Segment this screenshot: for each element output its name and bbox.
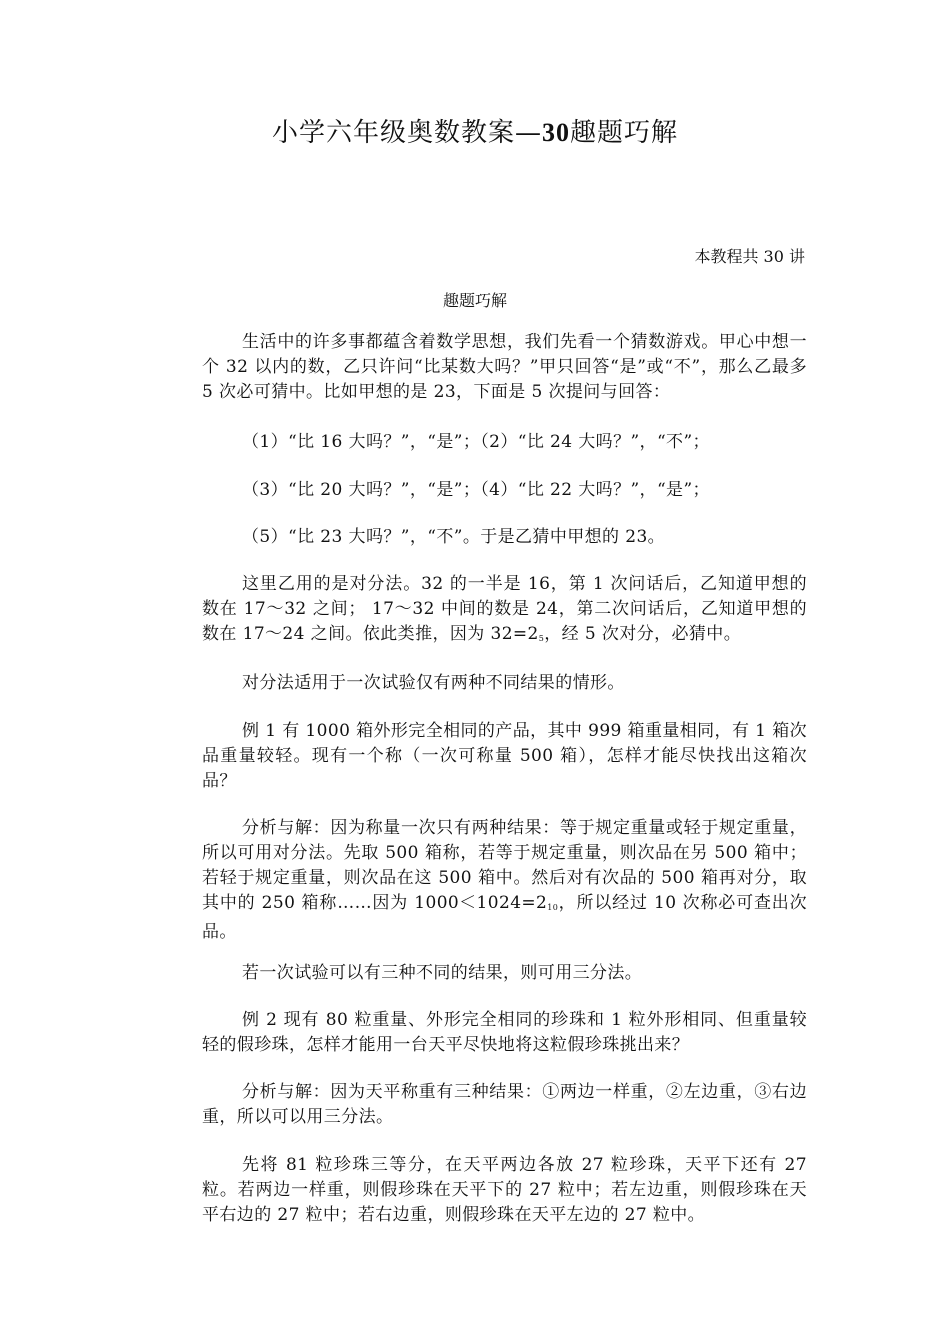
title-prefix: 小学六年级奥数教案— [271,118,542,148]
analysis-1-exponent: 10 [547,903,559,912]
question-line-3: （5）“比 23 大吗？”，“不”。于是乙猜中甲想的 23。 [242,527,666,547]
course-note: 本教程共 30 讲 [694,247,805,266]
section-subtitle: 趣题巧解 [442,291,507,310]
paragraph-solution-2: 先将 81 粒珍珠三等分，在天平两边各放 27 粒珍珠，天平下还有 27 粒。若两边一样重，则假珍珠在天平下的 27 粒中；若左边重，则假珍珠在天平右边的 27 粒中；若右边重，则假珍珠在天平左边的 27 粒中。 [202,1155,807,1225]
bisection-text-end: ，经 5 次对分，必猜中。 [544,624,742,644]
analysis-1-text: 分析与解：因为称量一次只有两种结果：等于规定重量或轻于规定重量，所以可用对分法。先取 500 箱称，若等于规定重量，则次品在另 500 箱中；若轻于规定重量，则次品在这 500 箱中。然后对有次品的 500 箱再对分，取其中的 250 箱称……因为 1000＜1024=2 [202,818,807,913]
analysis-1-text-end: ，所以经过 10 次称必可查出次品。 [202,893,807,942]
title-number: 30 [542,118,570,147]
paragraph-example-1: 例 1 有 1000 箱外形完全相同的产品，其中 999 箱重量相同，有 1 箱次品重量较轻。现有一个称（一次可称量 500 箱），怎样才能尽快找出这箱次品？ [202,721,807,791]
bisection-exponent: 5 [538,634,545,643]
paragraph-trisection: 若一次试验可以有三种不同的结果，则可用三分法。 [242,963,643,983]
paragraph-analysis-1 [202,816,807,945]
question-line-1: （1）“比 16 大吗？”，“是”；（2）“比 24 大吗？”，“不”； [242,432,710,452]
question-line-2: （3）“比 20 大吗？”，“是”；（4）“比 22 大吗？”，“是”； [242,480,710,500]
paragraph-analysis-2: 分析与解：因为天平称重有三种结果：①两边一样重，②左边重，③右边重，所以可以用三分法。 [202,1082,807,1127]
paragraph-bisection [202,572,807,651]
paragraph-example-2: 例 2 现有 80 粒重量、外形完全相同的珍珠和 1 粒外形相同、但重量较轻的假珍珠，怎样才能用一台天平尽快地将这粒假珍珠挑出来？ [202,1010,807,1055]
bisection-text: 这里乙用的是对分法。32 的一半是 16，第 1 次问话后，乙知道甲想的数在 17～32 之间； 17～32 中间的数是 24，第二次问话后，乙知道甲想的数在 17～24 之间。依此类推，因为 32=2 [202,574,807,644]
document-title [0,112,950,149]
paragraph-bisection-use: 对分法适用于一次试验仅有两种不同结果的情形。 [242,673,625,693]
paragraph-intro: 生活中的许多事都蕴含着数学思想，我们先看一个猜数游戏。甲心中想一个 32 以内的数，乙只许问“比某数大吗？”甲只回答“是”或“不”，那么乙最多 5 次必可猜中。比如甲想的是 23，下面是 5 次提问与回答： [202,332,807,402]
title-suffix: 趣题巧解 [570,118,679,148]
